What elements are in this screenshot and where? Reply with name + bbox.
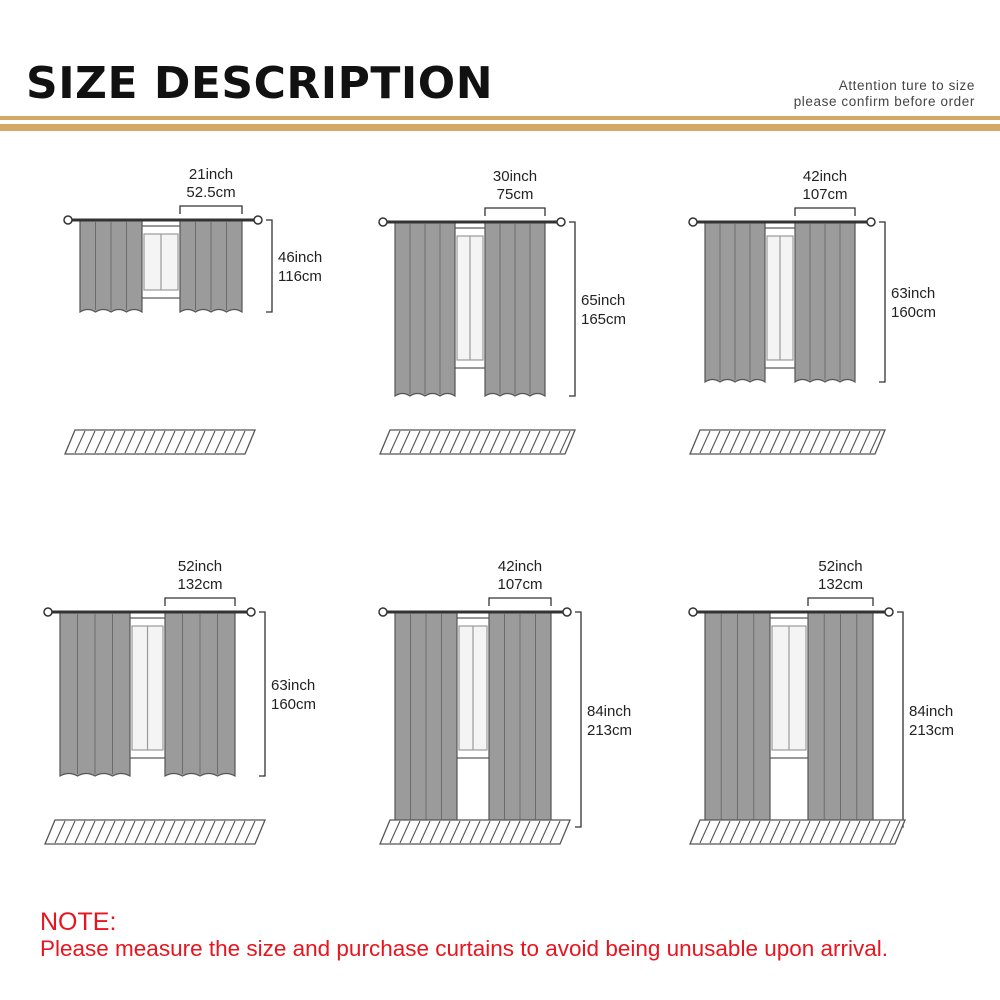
- width-label: [781, 558, 901, 594]
- width-dimension-line: [795, 208, 855, 216]
- header-divider-thin: [0, 116, 1000, 120]
- width-inch: 52inch: [177, 558, 223, 575]
- length-inch: 84inch: [909, 702, 954, 720]
- width-cm: 107cm: [497, 576, 543, 593]
- curtain-panel-left: [705, 222, 765, 382]
- length-inch: 63inch: [891, 285, 936, 302]
- size-panel-2: [355, 140, 685, 540]
- attention-line-2: please confirm before order: [793, 94, 975, 109]
- width-inch: 42inch: [802, 168, 848, 185]
- curtain-panel-right: [485, 222, 545, 396]
- curtain-panel-left: [395, 612, 457, 827]
- width-inch: 42inch: [497, 558, 543, 575]
- length-label: [587, 702, 632, 740]
- page-title: SIZE DESCRIPTION: [26, 58, 494, 109]
- width-dimension-line: [808, 598, 873, 606]
- length-cm: 213cm: [587, 721, 633, 739]
- length-label: [581, 291, 626, 329]
- width-dimension-line: [180, 206, 242, 214]
- width-label: [455, 168, 575, 204]
- width-inch: 52inch: [818, 558, 863, 575]
- length-label: [278, 248, 322, 286]
- curtain-panel-left: [705, 612, 770, 827]
- length-inch: 65inch: [581, 292, 626, 309]
- length-dimension-line: [266, 220, 272, 312]
- length-cm: 160cm: [271, 696, 317, 713]
- curtain-panel-left: [60, 612, 130, 776]
- length-dimension-line: [569, 222, 575, 396]
- length-dimension-line: [879, 222, 885, 382]
- attention-note: [794, 78, 975, 110]
- length-cm: 165cm: [581, 311, 627, 328]
- length-inch: 84inch: [587, 702, 632, 720]
- length-dimension-line: [897, 612, 903, 827]
- note-title: NOTE:: [40, 908, 117, 936]
- width-dimension-line: [485, 208, 545, 216]
- size-panel-1: [40, 140, 370, 540]
- length-dimension-line: [259, 612, 265, 776]
- curtain-panel-right: [795, 222, 855, 382]
- length-inch: 46inch: [278, 249, 323, 266]
- size-panel-4: [20, 530, 350, 930]
- floor-hatch: [690, 820, 905, 844]
- length-cm: 213cm: [909, 721, 955, 739]
- width-inch: 30inch: [492, 168, 538, 185]
- width-inch: 21inch: [188, 166, 234, 183]
- length-cm: 160cm: [891, 304, 937, 321]
- length-label: [271, 676, 316, 714]
- length-dimension-line: [575, 612, 581, 827]
- note-text: Please measure the size and purchase curtains to avoid being unusable upon arrival.: [40, 936, 889, 961]
- curtain-panel-right: [808, 612, 873, 827]
- length-label: [909, 702, 954, 740]
- width-label: [151, 166, 271, 202]
- width-label: [140, 558, 260, 594]
- floor-hatch: [380, 820, 570, 844]
- size-panel-6: [665, 530, 995, 930]
- width-label: [460, 558, 580, 594]
- floor-hatch: [65, 430, 255, 454]
- length-inch: 63inch: [271, 677, 316, 694]
- width-dimension-line: [165, 598, 235, 606]
- curtain-panel-right: [180, 220, 242, 312]
- width-cm: 75cm: [496, 186, 534, 203]
- width-label: [765, 168, 885, 204]
- length-label: [891, 284, 936, 322]
- curtain-panel-left: [80, 220, 142, 312]
- width-cm: 107cm: [802, 186, 848, 203]
- width-dimension-line: [489, 598, 551, 606]
- length-cm: 116cm: [278, 268, 322, 285]
- header-divider-thick: [0, 124, 1000, 131]
- curtain-panel-left: [395, 222, 455, 396]
- size-panel-3: [665, 140, 995, 540]
- floor-hatch: [380, 430, 575, 454]
- width-cm: 52.5cm: [186, 184, 236, 201]
- floor-hatch: [690, 430, 885, 454]
- size-panel-5: [355, 530, 685, 930]
- curtain-panel-right: [489, 612, 551, 827]
- curtain-panel-right: [165, 612, 235, 776]
- attention-line-1: Attention ture to size: [838, 78, 975, 93]
- floor-hatch: [45, 820, 265, 844]
- width-cm: 132cm: [817, 576, 864, 593]
- width-cm: 132cm: [177, 576, 223, 593]
